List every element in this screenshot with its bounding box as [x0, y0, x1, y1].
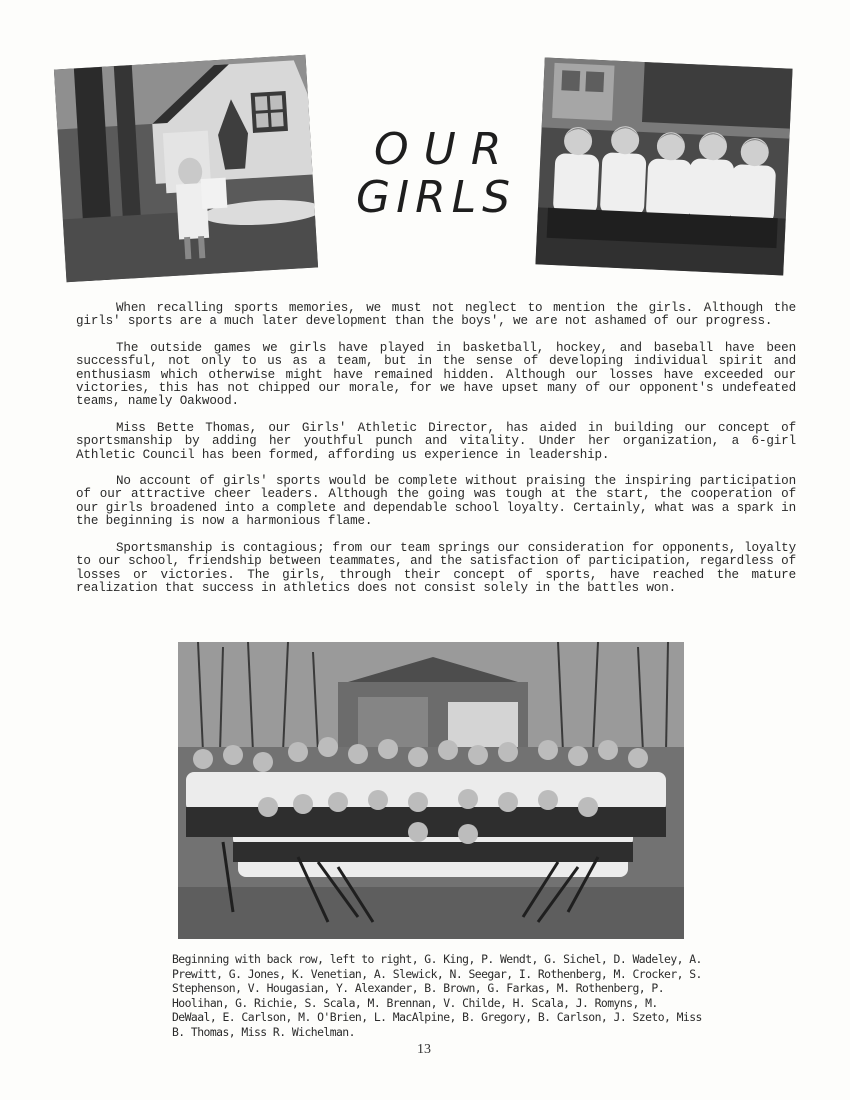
photo-team-group-image	[178, 642, 684, 939]
photo-caption: Beginning with back row, left to right, G. King, P. Wendt, G. Sichel, D. Wadeley, A. Prewitt, G. Jones, K. Venetian, A. Slewick, N. Seegar, I. Rothenberg, M. Crocker, S. Stephenson, V. Hougasian, Y. Alexander, B. Brown, G. Farkas, M. Rothenberg, P. Hoolihan, G. Richie, S. Scala, M. Brennan, V. Childe, H. Scala, J. Romyns, M. DeWaal, E. Carlson, M. O'Brien, L. MacAlpine, B. Gregory, B. Carlson, J. Szeto, Miss B. Thomas, Miss R. Wichelman.	[172, 952, 702, 1039]
paragraph-5: Sportsmanship is contagious; from our team springs our consideration for opponents, loyalty to our school, friendship between teammates, and the satisfaction of participation, regardless of losses or victories. The girls, through their concept of sports, have reached the mature realization that success in athletics does not consist solely in the battles won.	[76, 540, 796, 595]
paragraph-2: The outside games we girls have played in basketball, hockey, and baseball have been successful, not only to us as a team, but in the sense of developing individual spirit and enthusiasm which otherwise might have remained hidden. Although our losses have exceeded our victories, this has not chipped our morale, for we have upset many of our opponent's undefeated teams, namely Oakwood.	[76, 340, 796, 409]
page-title	[352, 124, 517, 223]
photo-girl-by-house	[54, 55, 318, 283]
paragraph-1: When recalling sports memories, we must not neglect to mention the girls. Although the girls' sports are a much later development than the boys', we are not ashamed of our progress.	[76, 301, 796, 329]
photo-girl-by-house-image	[54, 55, 318, 283]
title-line-1: OUR	[374, 124, 517, 175]
paragraph-4: No account of girls' sports would be complete without praising the inspiring participation of our attractive cheer leaders. Although the going was tough at the start, the cooperation of our girls broadened into a complete and dependable school loyalty. Certainly, what was a spark in the beginning is now a harmonious flame.	[76, 474, 796, 529]
photo-cheerleaders-image	[535, 57, 792, 275]
photo-cheerleaders	[535, 57, 792, 275]
title-line-2: GIRLS	[356, 172, 517, 223]
article-body	[76, 302, 796, 608]
page-number: 13	[417, 1042, 431, 1057]
photo-team-group	[178, 642, 684, 939]
paragraph-3: Miss Bette Thomas, our Girls' Athletic Director, has aided in building our concept of sportsmanship by adding her youthful punch and vitality. Under her organization, a 6-girl Athletic Council has been formed, affording us experience in leadership.	[76, 420, 796, 462]
